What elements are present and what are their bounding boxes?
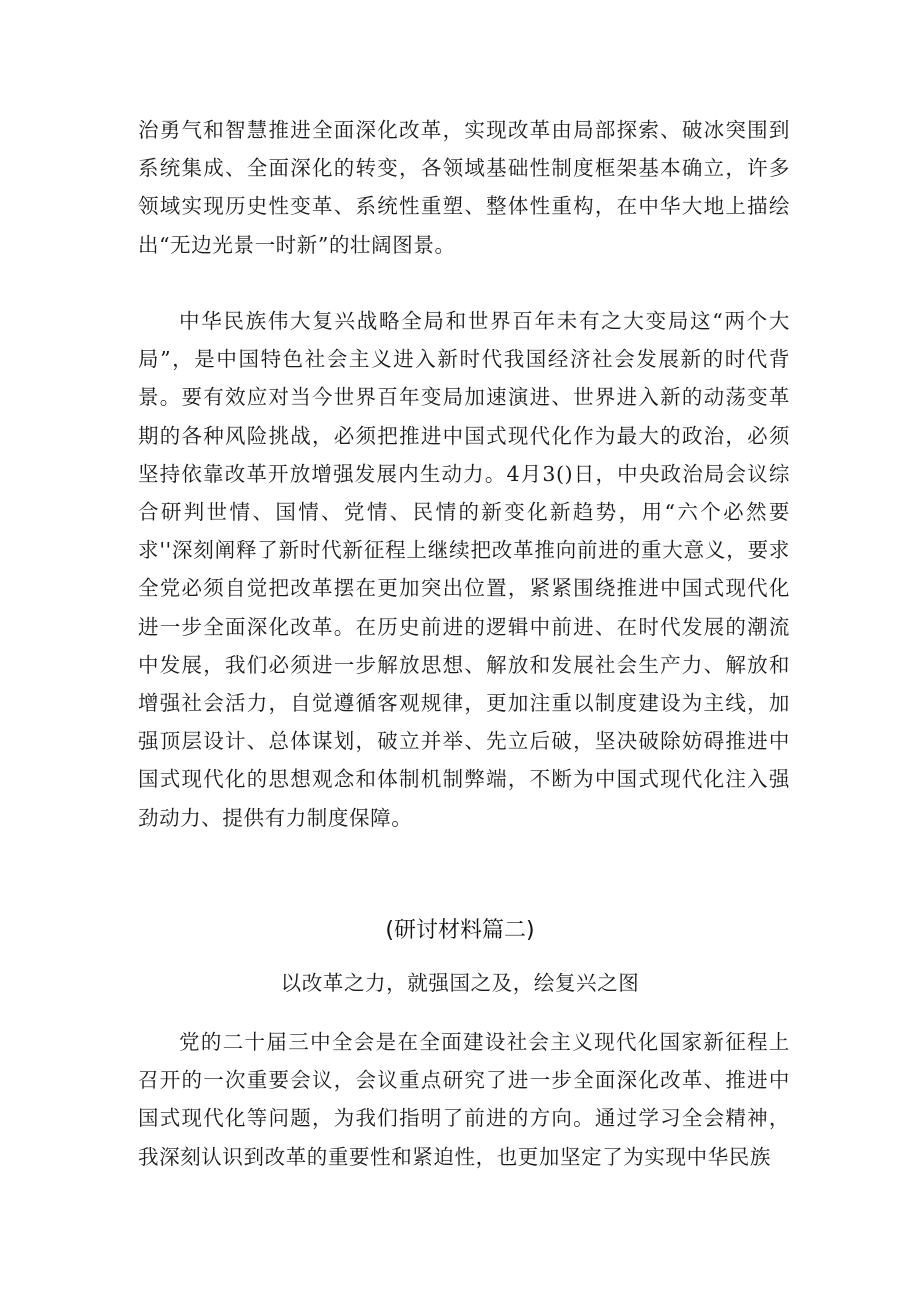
section-subtitle: 以改革之力，就强国之及，绘复兴之图 <box>280 971 640 995</box>
body-paragraph-1: 治勇气和智慧推进全面深化改革，实现改革由局部探索、破冰突围到系统集成、全面深化的转变，各领域基础性制度框架基本确立，许多领域实现历史性变革、系统性重塑、整体性重构，在中华大地上描绘出“无边光景一时新”的壮阔图景。 <box>138 118 790 257</box>
body-paragraph-2: 中华民族伟大复兴战略全局和世界百年未有之大变局这“两个大局”，是中国特色社会主义进入新时代我国经济社会发展新的时代背景。要有效应对当今世界百年变局加速演进、世界进入新的动荡变革期的各种风险挑战，必须把推进中国式现代化作为最大的政治，必须坚持依靠改革开放增强发展内生动力。4月3()日，中央政治局会议综合研判世情、国情、党情、民情的新变化新趋势，用“六个必然要求''深刻阐释了新时代新征程上继续把改革推向前进的重大意义，要求全党必须自觉把改革摆在更加突出位置，紧紧围绕推进中国式现代化进一步全面深化改革。在历史前进的逻辑中前进、在时代发展的潮流中发展，我们必须进一步解放思想、解放和发展社会生产力、解放和增强社会活力，自觉遵循客观规律，更加注重以制度建设为主线，加强顶层设计、总体谋划，破立并举、先立后破，坚决破除妨碍推进中国式现代化的思想观念和体制机制弊端，不断为中国式现代化注入强劲动力、提供有力制度保障。 <box>138 309 790 830</box>
section-paragraph: 党的二十届三中全会是在全面建设社会主义现代化国家新征程上召开的一次重要会议，会议重点研究了进一步全面深化改革、推进中国式现代化等问题，为我们指明了前进的方向。通过学习全会精神，我深刻认识到改革的重要性和紧迫性，也更加坚定了为实现中华民族 <box>138 1030 790 1169</box>
section-heading: (研讨材料篇二) <box>385 918 535 943</box>
